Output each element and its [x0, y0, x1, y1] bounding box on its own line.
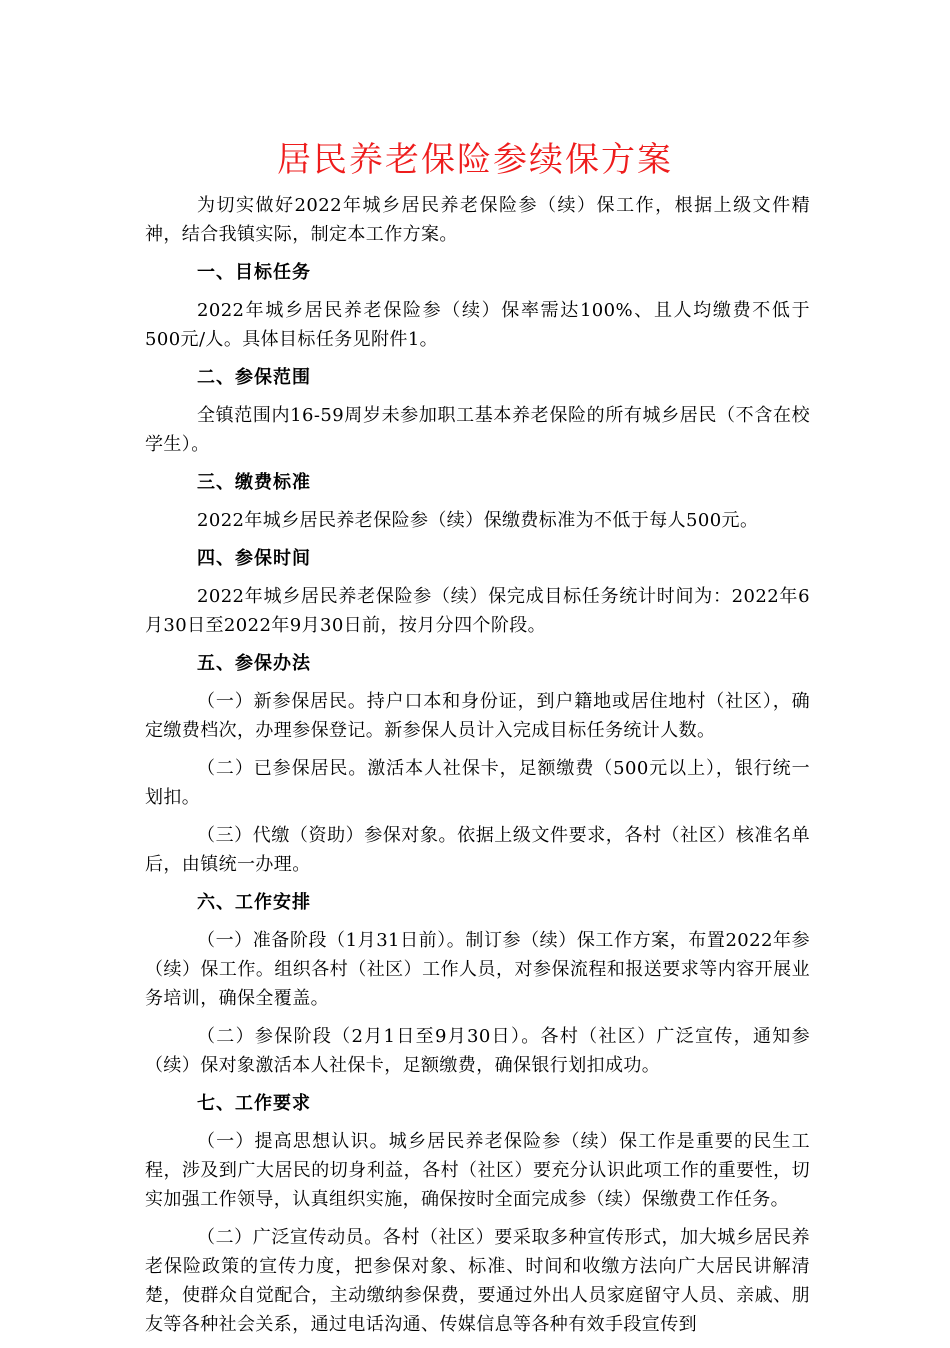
section-heading-arrangement: 六、工作安排	[197, 892, 311, 913]
section-heading-requirements: 七、工作要求	[197, 1093, 311, 1114]
document-title: 居民养老保险参续保方案	[277, 140, 673, 180]
section-heading-goals: 一、目标任务	[197, 262, 311, 283]
section-paragraph: （一）提高思想认识。城乡居民养老保险参（续）保工作是重要的民生工程，涉及到广大居民的切身利益，各村（社区）要充分认识此项工作的重要性，切实加强工作领导，认真组织实施，确保按时全面完成参（续）保缴费工作任务。	[145, 1131, 810, 1210]
section-paragraph: （一）新参保居民。持户口本和身份证，到户籍地或居住地村（社区），确定缴费档次，办理参保登记。新参保人员计入完成目标任务统计人数。	[145, 691, 810, 741]
section-paragraph: （一）准备阶段（1月31日前）。制订参（续）保工作方案，布置2022年参（续）保工作。组织各村（社区）工作人员，对参保流程和报送要求等内容开展业务培训，确保全覆盖。	[145, 930, 810, 1009]
section-heading-time: 四、参保时间	[197, 548, 311, 569]
section-paragraph: 2022年城乡居民养老保险参（续）保完成目标任务统计时间为：2022年6月30日至2022年9月30日前，按月分四个阶段。	[145, 586, 810, 636]
section-paragraph: （二）广泛宣传动员。各村（社区）要采取多种宣传形式，加大城乡居民养老保险政策的宣传力度，把参保对象、标准、时间和收缴方法向广大居民讲解清楚，使群众自觉配合，主动缴纳参保费，要通过外出人员家庭留守人员、亲戚、朋友等各种社会关系，通过电话沟通、传媒信息等各种有效手段宣传到	[145, 1227, 810, 1335]
section-paragraph: 2022年城乡居民养老保险参（续）保率需达100%、且人均缴费不低于500元/人。具体目标任务见附件1。	[145, 300, 810, 350]
intro-paragraph: 为切实做好2022年城乡居民养老保险参（续）保工作，根据上级文件精神，结合我镇实际，制定本工作方案。	[145, 195, 810, 245]
section-paragraph: （三）代缴（资助）参保对象。依据上级文件要求，各村（社区）核准名单后，由镇统一办理。	[145, 825, 810, 875]
section-paragraph: 全镇范围内16-59周岁未参加职工基本养老保险的所有城乡居民（不含在校学生）。	[145, 405, 810, 455]
section-paragraph: （二）参保阶段（2月1日至9月30日）。各村（社区）广泛宣传，通知参（续）保对象激活本人社保卡，足额缴费，确保银行划扣成功。	[145, 1026, 810, 1076]
section-heading-method: 五、参保办法	[197, 653, 311, 674]
document-body	[145, 191, 810, 1348]
section-heading-fee-standard: 三、缴费标准	[197, 472, 311, 493]
section-paragraph: 2022年城乡居民养老保险参（续）保缴费标准为不低于每人500元。	[197, 510, 759, 531]
section-paragraph: （二）已参保居民。激活本人社保卡，足额缴费（500元以上），银行统一划扣。	[145, 758, 810, 808]
section-heading-scope: 二、参保范围	[197, 367, 311, 388]
